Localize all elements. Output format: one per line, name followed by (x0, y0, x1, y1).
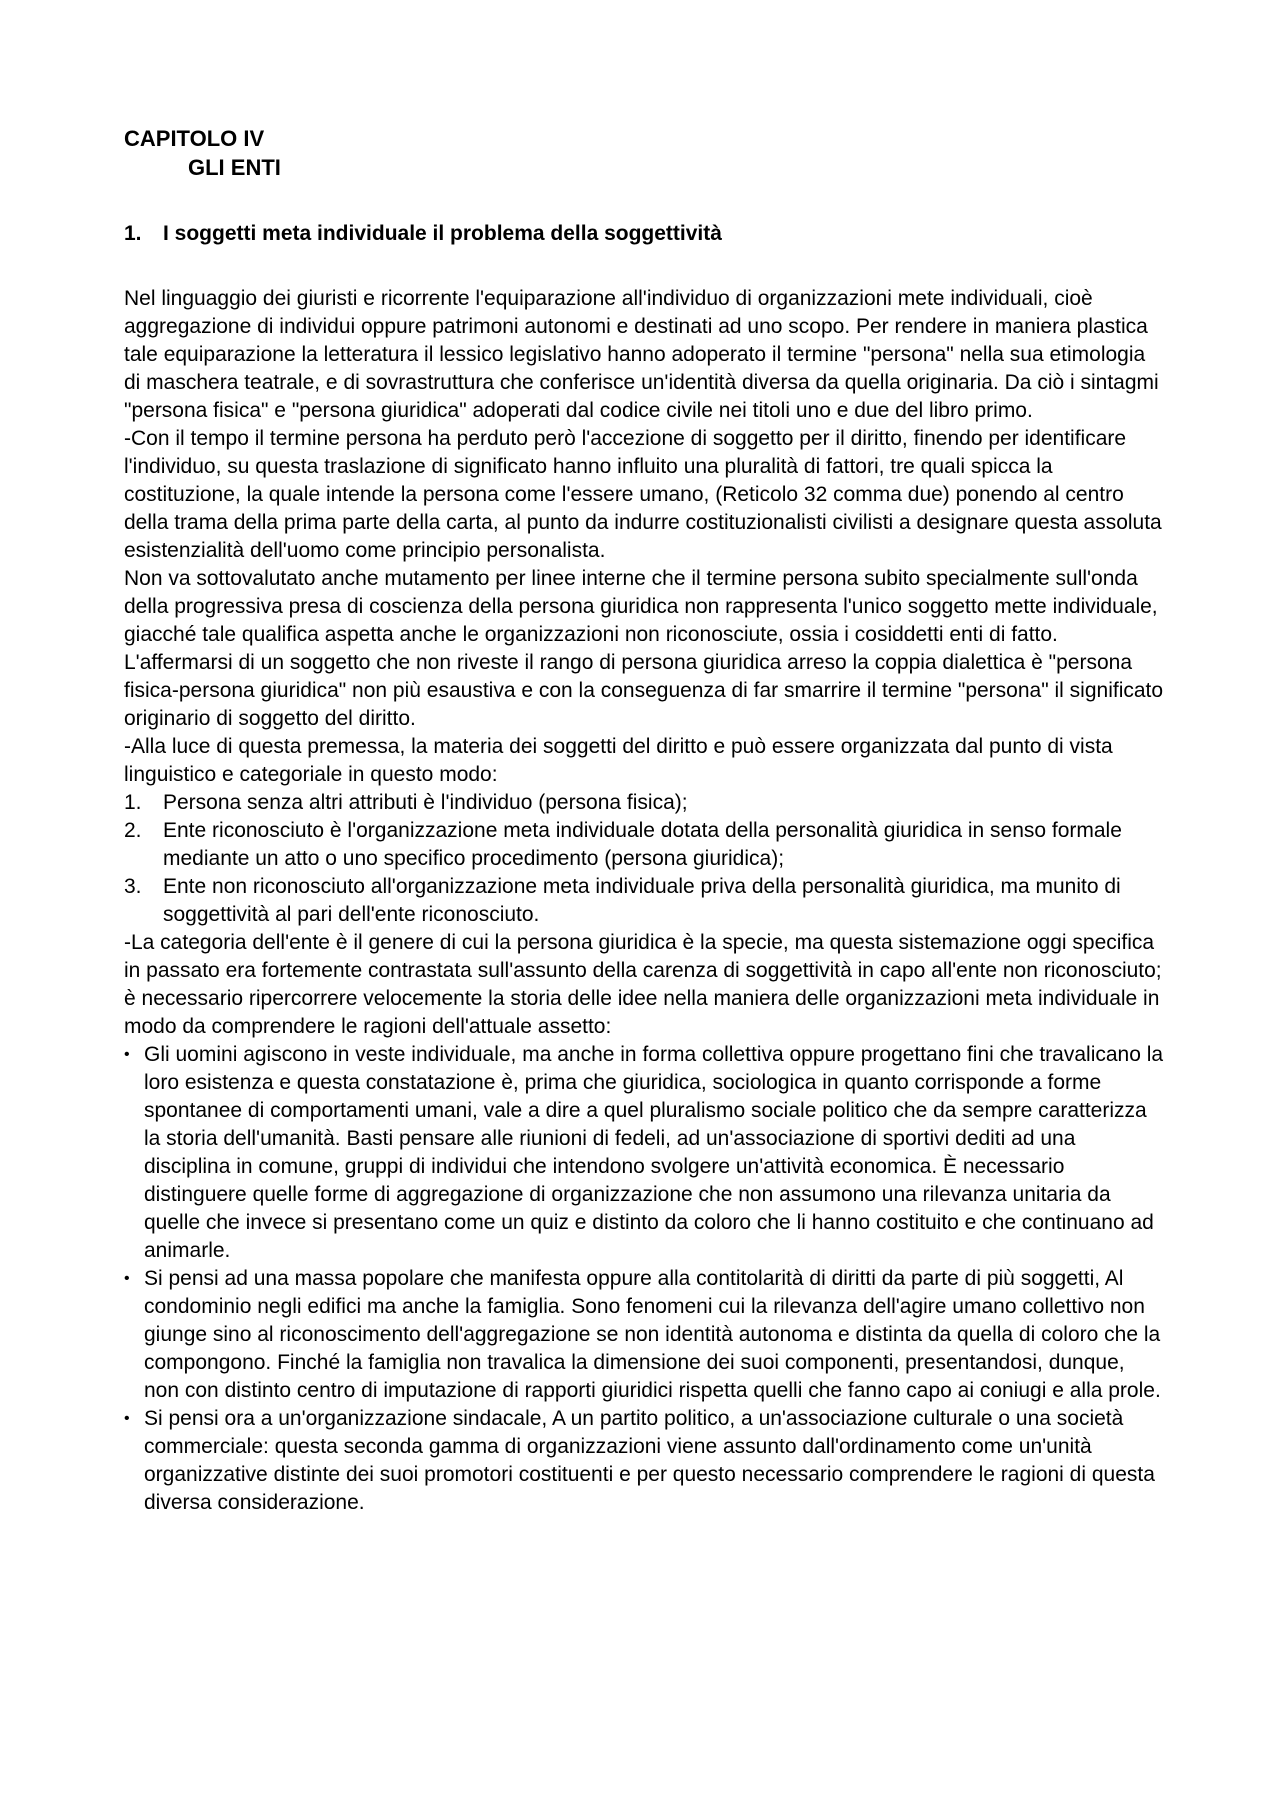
paragraph: -La categoria dell'ente è il genere di cui la persona giuridica è la specie, ma questa sistemazione oggi specifica in passato era fortemente contrastata sull'assunto della carenza di soggettività in capo all'ente non riconosciuto; è necessario ripercorrere velocemente la storia delle idee nella maniera delle organizzazioni meta individuale in modo da comprendere le ragioni dell'attuale assetto: (124, 931, 1162, 1038)
chapter-title: CAPITOLO IV (124, 126, 265, 151)
list-item-number: 1. (124, 791, 142, 814)
list-item (124, 873, 1164, 929)
section-number: 1. (124, 222, 142, 245)
list-item-text: Ente non riconosciuto all'organizzazione meta individuale priva della personalità giuridica, ma munito di soggettività al pari dell'ente riconosciuto. (163, 875, 1121, 926)
list-item-text: Si pensi ora a un'organizzazione sindacale, A un partito politico, a un'associazione culturale o una società commerciale: questa seconda gamma di organizzazioni viene assunto dall'ordinamento come un'unità organizzative distinte dei suoi promotori costituenti e per questo necessario comprendere le ragioni di questa diversa considerazione. (144, 1407, 1155, 1514)
numbered-list (124, 789, 1164, 929)
list-item-text: Si pensi ad una massa popolare che manifesta oppure alla contitolarità di diritti da parte di più soggetti, Al condominio negli edifici ma anche la famiglia. Sono fenomeni cui la rilevanza dell'agire umano collettivo non giunge sino al riconoscimento dell'aggregazione se non identità autonoma e distinta da quella di coloro che la compongono. Finché la famiglia non travalica la dimensione dei suoi componenti, presentandosi, dunque, non con distinto centro di imputazione di rapporti giuridici rispetta quelli che fanno capo ai coniugi e alla prole. (144, 1267, 1161, 1402)
paragraph: -Alla luce di questa premessa, la materia dei soggetti del diritto e può essere organizzata dal punto di vista linguistico e categoriale in questo modo: (124, 735, 1113, 786)
bullet-icon: • (124, 1410, 130, 1427)
list-item (124, 789, 1164, 817)
list-item-number: 3. (124, 875, 142, 898)
bullet-list (124, 1041, 1164, 1517)
bullet-icon: • (124, 1046, 130, 1063)
paragraph: Nel linguaggio dei giuristi e ricorrente l'equiparazione all'individuo di organizzazioni mete individuali, cioè aggregazione di individui oppure patrimoni autonomi e destinati ad uno scopo. Per rendere in maniera plastica tale equiparazione la letteratura il lessico legislativo hanno adoperato il termine "persona" nella sua etimologia di maschera teatrale, e di sovrastruttura che conferisce un'identità diversa da quella originaria. Da ciò i sintagmi "persona fisica" e "persona giuridica" adoperati dal codice civile nei titoli uno e due del libro primo. (124, 287, 1159, 422)
list-item-text: Gli uomini agiscono in veste individuale, ma anche in forma collettiva oppure progettano fini che travalicano la loro esistenza e questa constatazione è, prima che giuridica, sociologica in quanto corrisponde a forme spontanee di comportamenti umani, vale a dire a quel pluralismo sociale politico che da sempre caratterizza la storia dell'umanità. Basti pensare alle riunioni di fedeli, ad un'associazione di sportivi dediti ad una disciplina in comune, gruppi di individui che intendono svolgere un'attività economica. È necessario distinguere quelle forme di aggregazione di organizzazione che non assumono una rilevanza unitaria da quelle che invece si presentano come un quiz e distinto da coloro che li hanno costituito e che continuano ad animarle. (144, 1043, 1164, 1262)
document-page (124, 124, 1164, 1517)
bullet-icon: • (124, 1270, 130, 1287)
list-item-text: Ente riconosciuto è l'organizzazione meta individuale dotata della personalità giuridica in senso formale mediante un atto o uno specifico procedimento (persona giuridica); (163, 819, 1122, 870)
list-item (124, 817, 1164, 873)
list-item-text: Persona senza altri attributi è l'individuo (persona fisica); (163, 791, 688, 814)
list-item (124, 1405, 1164, 1517)
chapter-subtitle: GLI ENTI (188, 155, 281, 180)
list-item (124, 1265, 1164, 1405)
section-heading (124, 220, 1164, 248)
paragraph: Non va sottovalutato anche mutamento per linee interne che il termine persona subito specialmente sull'onda della progressiva presa di coscienza della persona giuridica non rappresenta l'unico soggetto mette individuale, giacché tale qualifica aspetta anche le organizzazioni non riconosciute, ossia i cosiddetti enti di fatto. L'affermarsi di un soggetto che non riveste il rango di persona giuridica arreso la coppia dialettica è "persona fisica-persona giuridica" non più esaustiva e con la conseguenza di far smarrire il termine "persona" il significato originario di soggetto del diritto. (124, 567, 1164, 730)
list-item (124, 1041, 1164, 1265)
document-body (124, 285, 1164, 1517)
section-title: I soggetti meta individuale il problema della soggettività (163, 222, 722, 245)
list-item-number: 2. (124, 819, 142, 842)
paragraph: -Con il tempo il termine persona ha perduto però l'accezione di soggetto per il diritto, finendo per identificare l'individuo, su questa traslazione di significato hanno influito una pluralità di fattori, tre quali spicca la costituzione, la quale intende la persona come l'essere umano, (Reticolo 32 comma due) ponendo al centro della trama della prima parte della carta, al punto da indurre costituzionalisti civilisti a designare questa assoluta esistenzialità dell'uomo come principio personalista. (124, 427, 1162, 562)
